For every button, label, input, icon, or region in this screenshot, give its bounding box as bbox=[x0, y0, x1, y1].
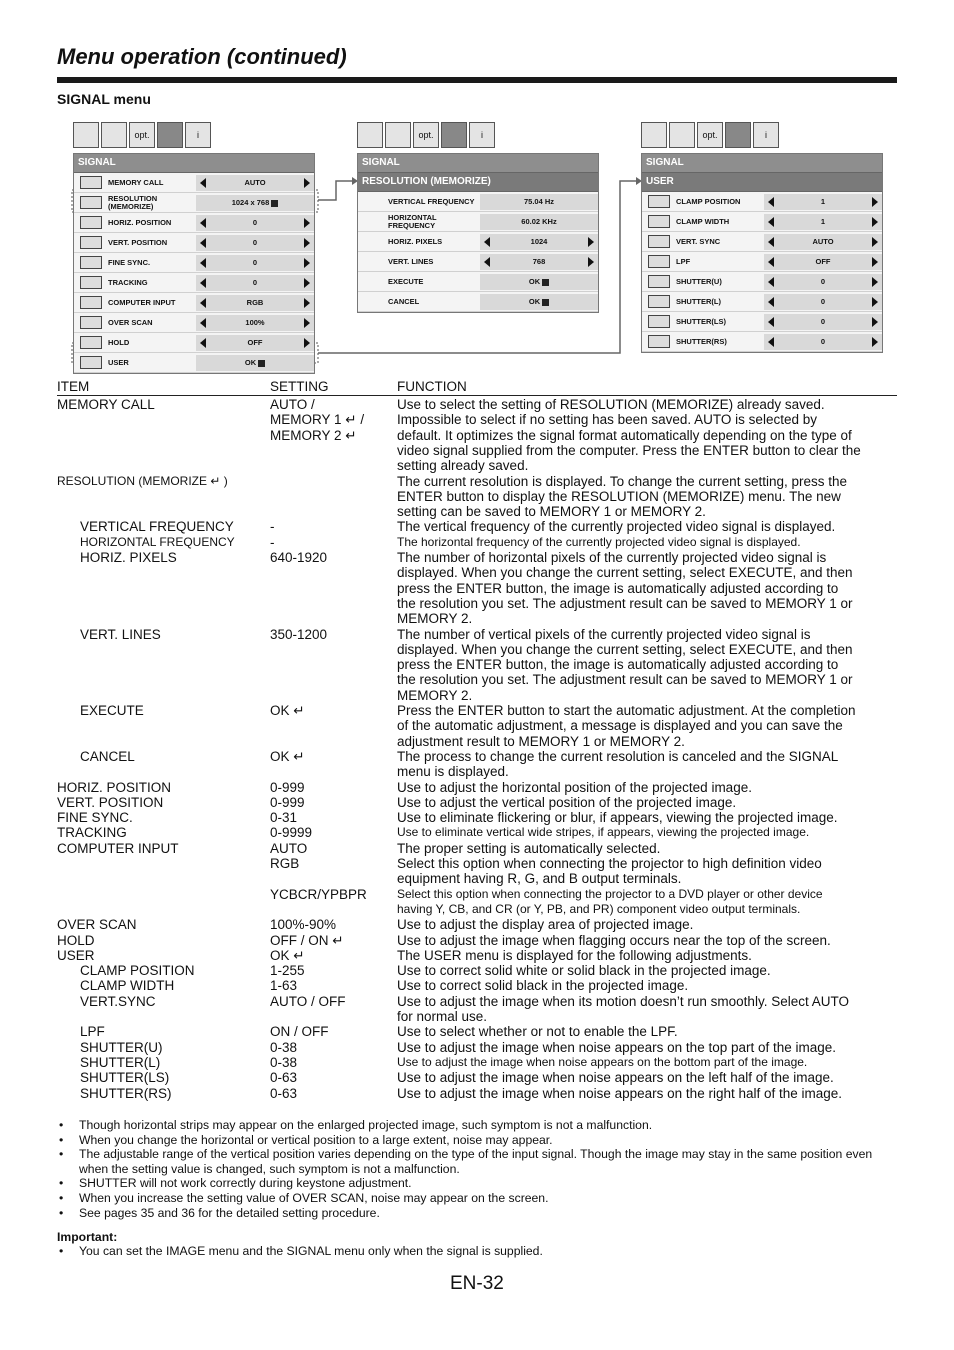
menu-row-label: VERT. LINES bbox=[388, 256, 434, 266]
menu-row-label: CANCEL bbox=[388, 296, 420, 306]
menu-item-icon bbox=[648, 255, 670, 268]
table-item: OVER SCAN bbox=[57, 917, 137, 933]
menu-value-text: 1024 x 768 bbox=[232, 198, 279, 207]
menu-item-icon bbox=[80, 236, 102, 249]
table-item: COMPUTER INPUT bbox=[57, 840, 179, 856]
table-function: Use to adjust the vertical position of the projected image. bbox=[397, 794, 737, 810]
table-function: Use to correct solid black in the projected image. bbox=[397, 978, 689, 994]
arrow-left-icon[interactable] bbox=[768, 317, 774, 327]
table-setting: 0-38 bbox=[270, 1039, 298, 1055]
menu-row[interactable] bbox=[358, 292, 598, 312]
arrow-right-icon[interactable] bbox=[304, 238, 310, 248]
menu-value-text: 1024 bbox=[530, 237, 548, 246]
note-item: • When you increase the setting value of OVER SCAN, noise may appear on the screen. bbox=[57, 1191, 897, 1206]
menu-subheader: USER bbox=[642, 173, 882, 192]
table-setting: ON / OFF bbox=[270, 1024, 329, 1040]
table-setting: 0-9999 bbox=[270, 825, 313, 841]
option-tab-icon[interactable]: opt. bbox=[697, 122, 723, 148]
menu-row-value[interactable] bbox=[480, 274, 598, 290]
enter-icon bbox=[542, 279, 549, 286]
info-tab-icon[interactable]: i bbox=[469, 122, 495, 148]
note-item: • The adjustable range of the vertical position varies depending on the type of the input signal. Though the image may stay in the same position even when the setting value is changed, such symptom is not a malfunction. bbox=[57, 1147, 897, 1176]
table-item: HOLD bbox=[57, 932, 95, 948]
menu-header: SIGNAL bbox=[74, 154, 314, 173]
menu-row-label: SHUTTER(U) bbox=[676, 276, 722, 286]
arrow-right-icon[interactable] bbox=[872, 317, 878, 327]
table-setting: YCBCR/YPBPR bbox=[270, 886, 367, 902]
menu-row[interactable] bbox=[358, 232, 598, 252]
menu-row-label: CLAMP WIDTH bbox=[676, 216, 730, 226]
arrow-left-icon[interactable] bbox=[484, 237, 490, 247]
menu-row-value[interactable] bbox=[764, 234, 882, 250]
arrow-left-icon[interactable] bbox=[200, 178, 206, 188]
table-item: SHUTTER(L) bbox=[80, 1054, 161, 1070]
table-setting: 1-63 bbox=[270, 978, 298, 994]
menu-row-label: CLAMP POSITION bbox=[676, 196, 741, 206]
menu-row-value[interactable] bbox=[764, 334, 882, 350]
table-item: CLAMP WIDTH bbox=[80, 978, 175, 994]
menu-item-icon bbox=[80, 216, 102, 229]
note-item: • Though horizontal strips may appear on the enlarged projected image, such symptom is not a malfunction. bbox=[57, 1118, 897, 1133]
table-setting: 0-63 bbox=[270, 1070, 298, 1086]
menu-row-value[interactable] bbox=[196, 355, 314, 371]
menu-row-label: USER bbox=[108, 357, 129, 367]
table-function: Use to correct solid white or solid black in the projected image. bbox=[397, 963, 771, 979]
signal-menu bbox=[73, 153, 315, 374]
table-function: The horizontal frequency of the currently projected video signal is displayed. bbox=[397, 534, 801, 549]
table-function: The USER menu is displayed for the following adjustments. bbox=[397, 947, 752, 963]
table-item: VERTICAL FREQUENCY bbox=[80, 519, 234, 535]
menu-value-text: 0 bbox=[252, 258, 258, 267]
important-label: Important: bbox=[57, 1230, 118, 1244]
table-setting: 640-1920 bbox=[270, 550, 328, 565]
table-item: MEMORY CALL bbox=[57, 397, 155, 412]
table-item: HORIZ. POSITION bbox=[57, 779, 172, 795]
menu-value-text: 0 bbox=[820, 337, 826, 346]
menu-row[interactable] bbox=[642, 272, 882, 292]
table-function: Select this option when connecting the projector to a DVD player or other device having Y, CB, and CR (or Y, PB, and PR) component video output terminals. bbox=[397, 886, 823, 916]
table-setting: 100%-90% bbox=[270, 917, 337, 933]
table-item: SHUTTER(LS) bbox=[80, 1070, 170, 1086]
table-setting: 0-31 bbox=[270, 810, 298, 826]
arrow-left-icon[interactable] bbox=[768, 337, 774, 347]
menu-item-icon bbox=[80, 276, 102, 289]
menu-row[interactable] bbox=[74, 193, 314, 213]
table-setting: 350-1200 bbox=[270, 626, 328, 642]
menu-icon-bar bbox=[641, 122, 779, 152]
menu-value-text: 768 bbox=[532, 257, 546, 266]
table-function: Select this option when connecting the projector to high definition video equipment having R, G, and B output terminals. bbox=[397, 856, 822, 887]
arrow-right-icon[interactable] bbox=[588, 237, 594, 247]
menu-row-label: VERT. SYNC bbox=[676, 236, 721, 246]
menu-item-icon bbox=[648, 295, 670, 308]
arrow-left-icon[interactable] bbox=[200, 338, 206, 348]
info-tab-icon[interactable]: i bbox=[753, 122, 779, 148]
menu-row-value[interactable] bbox=[196, 315, 314, 331]
menu-icon-bar bbox=[73, 122, 211, 152]
table-item: SHUTTER(RS) bbox=[80, 1085, 172, 1101]
menu-item-icon bbox=[80, 356, 102, 369]
menu-row[interactable] bbox=[358, 192, 598, 212]
menu-row-value[interactable] bbox=[196, 195, 314, 211]
menu-row-label: HORIZONTAL FREQUENCY bbox=[388, 212, 437, 230]
arrow-left-icon[interactable] bbox=[200, 258, 206, 268]
table-function: Use to adjust the display area of projected image. bbox=[397, 917, 694, 933]
table-function: Use to eliminate vertical wide stripes, if appears, viewing the projected image. bbox=[397, 825, 810, 840]
menu-row-label: COMPUTER INPUT bbox=[108, 297, 176, 307]
table-function: Use to select the setting of RESOLUTION (MEMORIZE) already saved. Impossible to select if no setting has been saved. AUTO is selected by default. It optimizes the signal format automatically depending on the type of video signal supplied from the computer. Press the ENTER button to clear the setting already saved. bbox=[397, 397, 861, 474]
menu-row[interactable] bbox=[642, 312, 882, 332]
menu-row-label: LPF bbox=[676, 256, 691, 266]
resolution-menu bbox=[357, 153, 599, 313]
menu-row[interactable] bbox=[74, 313, 314, 333]
menu-subheader: RESOLUTION (MEMORIZE) bbox=[358, 173, 598, 192]
picture-tab-icon[interactable] bbox=[385, 122, 411, 148]
info-tab-icon[interactable]: i bbox=[185, 122, 211, 148]
menu-row[interactable] bbox=[358, 272, 598, 292]
option-tab-icon[interactable]: opt. bbox=[129, 122, 155, 148]
table-setting: AUTO / MEMORY 1 ↵ / MEMORY 2 ↵ bbox=[270, 397, 365, 443]
table-setting: 1-255 bbox=[270, 963, 305, 979]
menu-value-text: OK bbox=[245, 358, 265, 367]
table-item: CLAMP POSITION bbox=[80, 963, 195, 979]
menu-row[interactable] bbox=[74, 273, 314, 293]
enter-icon bbox=[271, 200, 278, 207]
header-item: ITEM bbox=[57, 379, 90, 394]
arrow-right-icon[interactable] bbox=[304, 278, 310, 288]
table-item: HORIZ. PIXELS bbox=[80, 550, 177, 565]
table-item: VERT. POSITION bbox=[57, 794, 164, 810]
image-tab-icon[interactable] bbox=[357, 122, 383, 148]
arrow-right-icon[interactable] bbox=[588, 257, 594, 267]
menu-row[interactable] bbox=[74, 333, 314, 353]
arrow-right-icon[interactable] bbox=[872, 257, 878, 267]
menu-row[interactable] bbox=[642, 232, 882, 252]
menu-value-text: 1 bbox=[820, 197, 826, 206]
arrow-left-icon[interactable] bbox=[768, 237, 774, 247]
menu-row-label: EXECUTE bbox=[388, 276, 424, 286]
table-setting: OK ↵ bbox=[270, 748, 305, 764]
arrow-left-icon[interactable] bbox=[768, 277, 774, 287]
menu-row-value[interactable] bbox=[480, 234, 598, 250]
table-function: Use to eliminate flickering or blur, if appears, viewing the projected image. bbox=[397, 810, 838, 826]
arrow-left-icon[interactable] bbox=[200, 218, 206, 228]
arrow-right-icon[interactable] bbox=[872, 197, 878, 207]
page-number: EN-32 bbox=[450, 1273, 504, 1294]
menu-value-text: 0 bbox=[252, 238, 258, 247]
table-setting: 0-999 bbox=[270, 794, 305, 810]
menu-item-icon bbox=[80, 336, 102, 349]
menu-row-label: HORIZ. POSITION bbox=[108, 217, 172, 227]
arrow-right-icon[interactable] bbox=[872, 217, 878, 227]
menu-value-text: 75.04 Hz bbox=[523, 197, 555, 206]
arrow-left-icon[interactable] bbox=[200, 318, 206, 328]
enter-icon bbox=[542, 299, 549, 306]
table-item: VERT.SYNC bbox=[80, 993, 156, 1009]
menu-row-label: MEMORY CALL bbox=[108, 177, 164, 187]
arrow-right-icon[interactable] bbox=[304, 318, 310, 328]
arrow-left-icon[interactable] bbox=[200, 278, 206, 288]
menu-row-label: VERTICAL FREQUENCY bbox=[388, 196, 475, 206]
menu-icon-bar bbox=[357, 122, 495, 152]
table-function: Use to adjust the image when noise appears on the bottom part of the image. bbox=[397, 1054, 808, 1069]
option-tab-icon[interactable]: opt. bbox=[413, 122, 439, 148]
signal-tab-icon[interactable] bbox=[725, 122, 751, 148]
table-setting: - bbox=[270, 534, 275, 550]
arrow-left-icon[interactable] bbox=[200, 238, 206, 248]
menu-row[interactable] bbox=[642, 192, 882, 212]
table-function: The process to change the current resolution is canceled and the SIGNAL menu is displayed. bbox=[397, 748, 839, 780]
section-title: SIGNAL menu bbox=[57, 91, 151, 107]
menu-item-icon bbox=[80, 316, 102, 329]
header-function: FUNCTION bbox=[397, 379, 467, 394]
note-item: • See pages 35 and 36 for the detailed setting procedure. bbox=[57, 1206, 897, 1221]
note-item: • When you change the horizontal or vertical position to a large extent, noise may appear. bbox=[57, 1133, 897, 1148]
signal-tab-icon[interactable] bbox=[441, 122, 467, 148]
menu-row-value[interactable] bbox=[196, 215, 314, 231]
arrow-right-icon[interactable] bbox=[304, 218, 310, 228]
arrow-left-icon[interactable] bbox=[768, 217, 774, 227]
menu-row-value[interactable] bbox=[764, 194, 882, 210]
table-setting: RGB bbox=[270, 856, 300, 871]
menu-item-icon bbox=[648, 275, 670, 288]
menu-header: SIGNAL bbox=[642, 154, 882, 173]
arrow-right-icon[interactable] bbox=[872, 237, 878, 247]
menu-value-text: AUTO bbox=[812, 237, 834, 246]
menu-value-text: AUTO bbox=[244, 178, 266, 187]
menu-item-icon bbox=[80, 256, 102, 269]
menu-row-value[interactable] bbox=[196, 175, 314, 191]
table-item: TRACKING bbox=[57, 825, 127, 841]
table-function: Use to select whether or not to enable the LPF. bbox=[397, 1024, 678, 1040]
menu-row[interactable] bbox=[642, 252, 882, 272]
menu-row-value[interactable] bbox=[196, 275, 314, 291]
table-setting: - bbox=[270, 519, 275, 535]
menu-item-icon bbox=[648, 335, 670, 348]
arrow-right-icon[interactable] bbox=[872, 297, 878, 307]
arrow-right-icon[interactable] bbox=[304, 298, 310, 308]
table-function: Use to adjust the horizontal position of the projected image. bbox=[397, 779, 752, 795]
menu-row-value[interactable] bbox=[480, 254, 598, 270]
menu-value-text: OFF bbox=[247, 338, 263, 347]
picture-tab-icon[interactable] bbox=[669, 122, 695, 148]
menu-row[interactable] bbox=[74, 293, 314, 313]
menu-row[interactable] bbox=[642, 292, 882, 312]
arrow-right-icon[interactable] bbox=[304, 178, 310, 188]
image-tab-icon[interactable] bbox=[73, 122, 99, 148]
table-function: The number of horizontal pixels of the currently projected video signal is displayed. When you change the current setting, select EXECUTE, and then press the ENTER button, the image is automatically adjusted according to the resolution you set. The adjustment result can be saved to MEMORY 1 or MEMORY 2. bbox=[397, 550, 853, 627]
table-setting: OFF / ON ↵ bbox=[270, 932, 344, 948]
table-item: EXECUTE bbox=[80, 703, 144, 718]
menu-row-value[interactable] bbox=[196, 295, 314, 311]
arrow-right-icon[interactable] bbox=[304, 338, 310, 348]
table-function: Use to adjust the image when noise appears on the right half of the image. bbox=[397, 1085, 843, 1101]
note-item: • SHUTTER will not work correctly during keystone adjustment. bbox=[57, 1176, 897, 1191]
table-item: LPF bbox=[80, 1024, 105, 1040]
table-item: USER bbox=[57, 947, 95, 963]
menu-value-text: 0 bbox=[820, 277, 826, 286]
menu-row-label: SHUTTER(RS) bbox=[676, 336, 727, 346]
table-item: CANCEL bbox=[80, 748, 135, 764]
table-setting: 0-38 bbox=[270, 1054, 298, 1070]
signal-tab-icon[interactable] bbox=[157, 122, 183, 148]
arrow-right-icon[interactable] bbox=[872, 277, 878, 287]
menu-row[interactable] bbox=[642, 332, 882, 352]
picture-tab-icon[interactable] bbox=[101, 122, 127, 148]
menu-row-value[interactable] bbox=[480, 294, 598, 310]
table-item: RESOLUTION (MEMORIZE ↵ ) bbox=[57, 473, 228, 488]
menu-row-value[interactable] bbox=[764, 314, 882, 330]
table-setting: OK ↵ bbox=[270, 947, 305, 963]
enter-icon bbox=[258, 360, 265, 367]
arrow-right-icon[interactable] bbox=[872, 337, 878, 347]
table-function: Use to adjust the image when noise appears on the left half of the image. bbox=[397, 1070, 834, 1086]
menu-row-value[interactable] bbox=[764, 254, 882, 270]
table-function: Press the ENTER button to start the automatic adjustment. At the completion of the automatic adjustment, a message is displayed and you can save the adjustment result to MEMORY 1 or MEMORY 2. bbox=[397, 703, 856, 749]
arrow-right-icon[interactable] bbox=[304, 258, 310, 268]
connector-resolution bbox=[318, 181, 352, 200]
menu-row[interactable] bbox=[74, 213, 314, 233]
menu-row-label: SHUTTER(LS) bbox=[676, 316, 726, 326]
menu-item-icon bbox=[648, 235, 670, 248]
menu-row[interactable] bbox=[358, 212, 598, 232]
table-item: SHUTTER(U) bbox=[80, 1039, 163, 1055]
table-setting: AUTO bbox=[270, 840, 308, 856]
menu-row-value[interactable] bbox=[196, 335, 314, 351]
menu-row-label: FINE SYNC. bbox=[108, 257, 151, 267]
menu-row-label: VERT. POSITION bbox=[108, 237, 168, 247]
menu-item-icon bbox=[648, 315, 670, 328]
table-function: Use to adjust the image when noise appears on the top part of the image. bbox=[397, 1039, 837, 1055]
menu-row-label: OVER SCAN bbox=[108, 317, 153, 327]
menu-value-text: OK bbox=[529, 297, 549, 306]
menu-value-text: 0 bbox=[820, 297, 826, 306]
header-setting: SETTING bbox=[270, 379, 329, 394]
arrow-left-icon[interactable] bbox=[200, 298, 206, 308]
table-item: VERT. LINES bbox=[80, 626, 161, 642]
menu-row[interactable] bbox=[358, 252, 598, 272]
menu-row-value[interactable] bbox=[480, 194, 598, 210]
arrow-left-icon[interactable] bbox=[768, 197, 774, 207]
table-setting: AUTO / OFF bbox=[270, 993, 346, 1009]
menu-row-value[interactable] bbox=[480, 214, 598, 230]
menu-row[interactable] bbox=[74, 173, 314, 193]
table-function: The vertical frequency of the currently projected video signal is displayed. bbox=[397, 519, 836, 535]
menu-item-icon bbox=[648, 195, 670, 208]
arrow-left-icon[interactable] bbox=[768, 257, 774, 267]
table-function: The current resolution is displayed. To change the current setting, press the ENTER button to display the RESOLUTION (MEMORIZE) menu. The new setting can be saved to MEMORY 1 or MEMORY 2. bbox=[397, 473, 848, 520]
arrow-left-icon[interactable] bbox=[484, 257, 490, 267]
menu-row-value[interactable] bbox=[196, 255, 314, 271]
menu-item-icon bbox=[80, 296, 102, 309]
menu-row-label: RESOLUTION (MEMORIZE) bbox=[108, 193, 158, 211]
menu-row[interactable] bbox=[642, 212, 882, 232]
header-rule bbox=[57, 395, 897, 396]
menu-row[interactable] bbox=[74, 353, 314, 373]
menu-value-text: 0 bbox=[252, 218, 258, 227]
important-note: • You can set the IMAGE menu and the SIGNAL menu only when the signal is supplied. bbox=[57, 1244, 919, 1258]
menu-value-text: OK bbox=[529, 277, 549, 286]
table-item: FINE SYNC. bbox=[57, 810, 133, 826]
table-function: Use to adjust the image when flagging occurs near the top of the screen. bbox=[397, 932, 831, 948]
menu-row-label: SHUTTER(L) bbox=[676, 296, 721, 306]
menu-row-value[interactable] bbox=[764, 274, 882, 290]
arrow-left-icon[interactable] bbox=[768, 297, 774, 307]
table-setting: 0-999 bbox=[270, 779, 305, 795]
menu-row-value[interactable] bbox=[764, 214, 882, 230]
image-tab-icon[interactable] bbox=[641, 122, 667, 148]
table-function: The proper setting is automatically selected. bbox=[397, 840, 661, 856]
table-setting: OK ↵ bbox=[270, 703, 305, 718]
table-item: HORIZONTAL FREQUENCY bbox=[80, 534, 235, 549]
menu-row-label: TRACKING bbox=[108, 277, 148, 287]
menu-row-label: HOLD bbox=[108, 337, 130, 347]
menu-item-icon bbox=[648, 215, 670, 228]
menu-value-text: 60.02 KHz bbox=[521, 217, 557, 226]
menu-value-text: 0 bbox=[820, 317, 826, 326]
menu-value-text: 100% bbox=[245, 318, 265, 327]
table-setting: 0-63 bbox=[270, 1085, 298, 1101]
table-function: Use to adjust the image when its motion doesn’t run smoothly. Select AUTO for normal use. bbox=[397, 993, 849, 1024]
menu-item-icon bbox=[80, 176, 102, 189]
menu-row-value[interactable] bbox=[196, 235, 314, 251]
menu-row-label: HORIZ. PIXELS bbox=[388, 236, 443, 246]
menu-value-text: OFF bbox=[815, 257, 831, 266]
menu-item-icon bbox=[80, 196, 102, 209]
table-function: The number of vertical pixels of the currently projected video signal is displayed. When you change the current setting, select EXECUTE, and then press the ENTER button, the image is automatically adjusted according to the resolution you set. The adjustment result can be saved to MEMORY 1 or MEMORY 2. bbox=[397, 626, 853, 703]
menu-row[interactable] bbox=[74, 253, 314, 273]
page-title: Menu operation (continued) bbox=[57, 44, 347, 69]
menu-row-value[interactable] bbox=[764, 294, 882, 310]
menu-value-text: 0 bbox=[252, 278, 258, 287]
menu-value-text: 1 bbox=[820, 217, 826, 226]
menu-value-text: RGB bbox=[246, 298, 264, 307]
notes-list bbox=[57, 1118, 897, 1220]
menu-row[interactable] bbox=[74, 233, 314, 253]
user-menu bbox=[641, 153, 883, 353]
menu-header: SIGNAL bbox=[358, 154, 598, 173]
